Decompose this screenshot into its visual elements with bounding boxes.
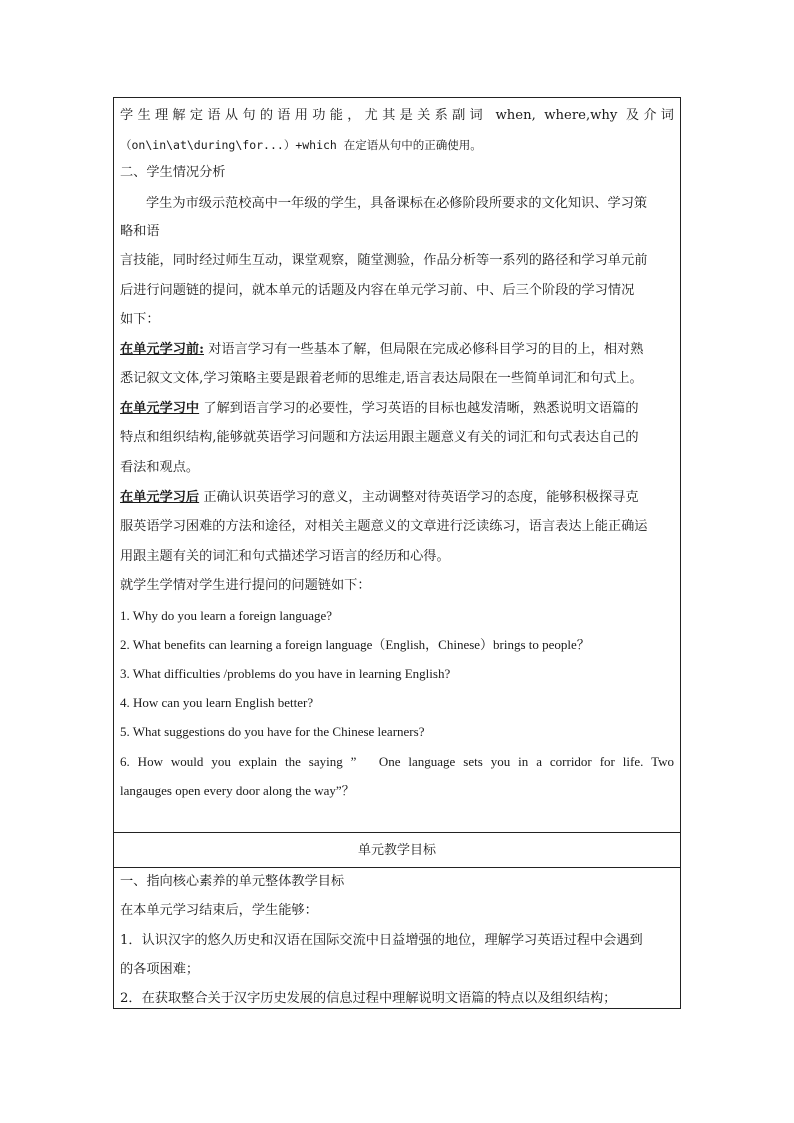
stage-label-during: 在单元学习中 (120, 401, 200, 416)
stage-text: 了解到语言学习的必要性，学习英语的目标也越发清晰，熟悉说明文语篇的 (199, 401, 639, 416)
section-heading: 二、学生情况分析 (120, 165, 226, 180)
text-line (120, 340, 674, 360)
text-line: 特点和组织结构,能够就英语学习问题和方法运用跟主题意义有关的词汇和句式表达自己的 (120, 430, 639, 445)
text-line: 用跟主题有关的词汇和句式描述学习语言的经历和心得。 (120, 549, 450, 564)
question-item-continued: langauges open every door along the way”？ (120, 783, 355, 798)
unit-objectives-title: 单元教学目标 (357, 843, 436, 858)
section-heading: 一、指向核心素养的单元整体教学目标 (120, 874, 345, 889)
text-line: 学生为市级示范校高中一年级的学生，具备课标在必修阶段所要求的文化知识、学习策 (146, 196, 648, 211)
text-line: （on\in\at\during\for...）+which 在定语从句中的正确使用。 (120, 138, 482, 152)
text-line: 略和语 (120, 224, 160, 239)
text-line: 学生理解定语从句的语用功能，尤其是关系副词 when, where,why 及介词 (120, 108, 674, 123)
stage-label-before: 在单元学习前: (120, 342, 204, 357)
question-item: 5. What suggestions do you have for the Chinese learners? (120, 724, 425, 739)
text-line: 服英语学习困难的方法和途径，对相关主题意义的文章进行泛读练习，语言表达上能正确运 (120, 519, 648, 534)
question-item: 2. What benefits can learning a foreign language（English，Chinese）brings to people？ (120, 637, 590, 652)
stage-label-after: 在单元学习后 (120, 490, 200, 505)
objective-item: 2．在获取整合关于汉字历史发展的信息过程中理解说明文语篇的特点以及组织结构； (120, 991, 617, 1006)
question-item: 4. How can you learn English better? (120, 695, 314, 710)
text-line (120, 399, 674, 419)
text-line: 言技能，同时经过师生互动，课堂观察，随堂测验，作品分析等一系列的路径和学习单元前 (120, 253, 648, 268)
objective-item-continued: 的各项困难； (120, 962, 200, 977)
text-line: 如下： (120, 312, 160, 327)
objective-item: 1．认识汉字的悠久历史和汉语在国际交流中日益增强的地位，理解学习英语过程中会遇到 (120, 933, 643, 948)
text-line: 看法和观点。 (120, 460, 200, 475)
text-line: 后进行问题链的提问，就本单元的话题及内容在单元学习前、中、后三个阶段的学习情况 (120, 283, 635, 298)
question-item: 3. What difficulties /problems do you have in learning English? (120, 666, 451, 681)
unit-objectives-cell (114, 868, 680, 1008)
student-analysis-cell (114, 98, 680, 833)
text-line: 悉记叙文文体,学习策略主要是跟着老师的思维走,语言表达局限在一些简单词汇和句式上。 (120, 371, 643, 386)
unit-objectives-header (114, 833, 680, 868)
question-item: 1. Why do you learn a foreign language? (120, 608, 333, 623)
stage-text: 对语言学习有一些基本了解，但局限在完成必修科目学习的目的上，相对熟 (204, 342, 644, 357)
question-item: 6. How would you explain the saying ” One language sets you in a corridor for life. Two (120, 754, 674, 769)
document-table (113, 97, 681, 1009)
text-line: 在本单元学习结束后，学生能够： (120, 903, 318, 918)
stage-text: 正确认识英语学习的意义，主动调整对待英语学习的态度，能够积极探寻克 (199, 490, 639, 505)
text-line (120, 488, 674, 508)
text-line: 就学生学情对学生进行提问的问题链如下： (120, 578, 371, 593)
